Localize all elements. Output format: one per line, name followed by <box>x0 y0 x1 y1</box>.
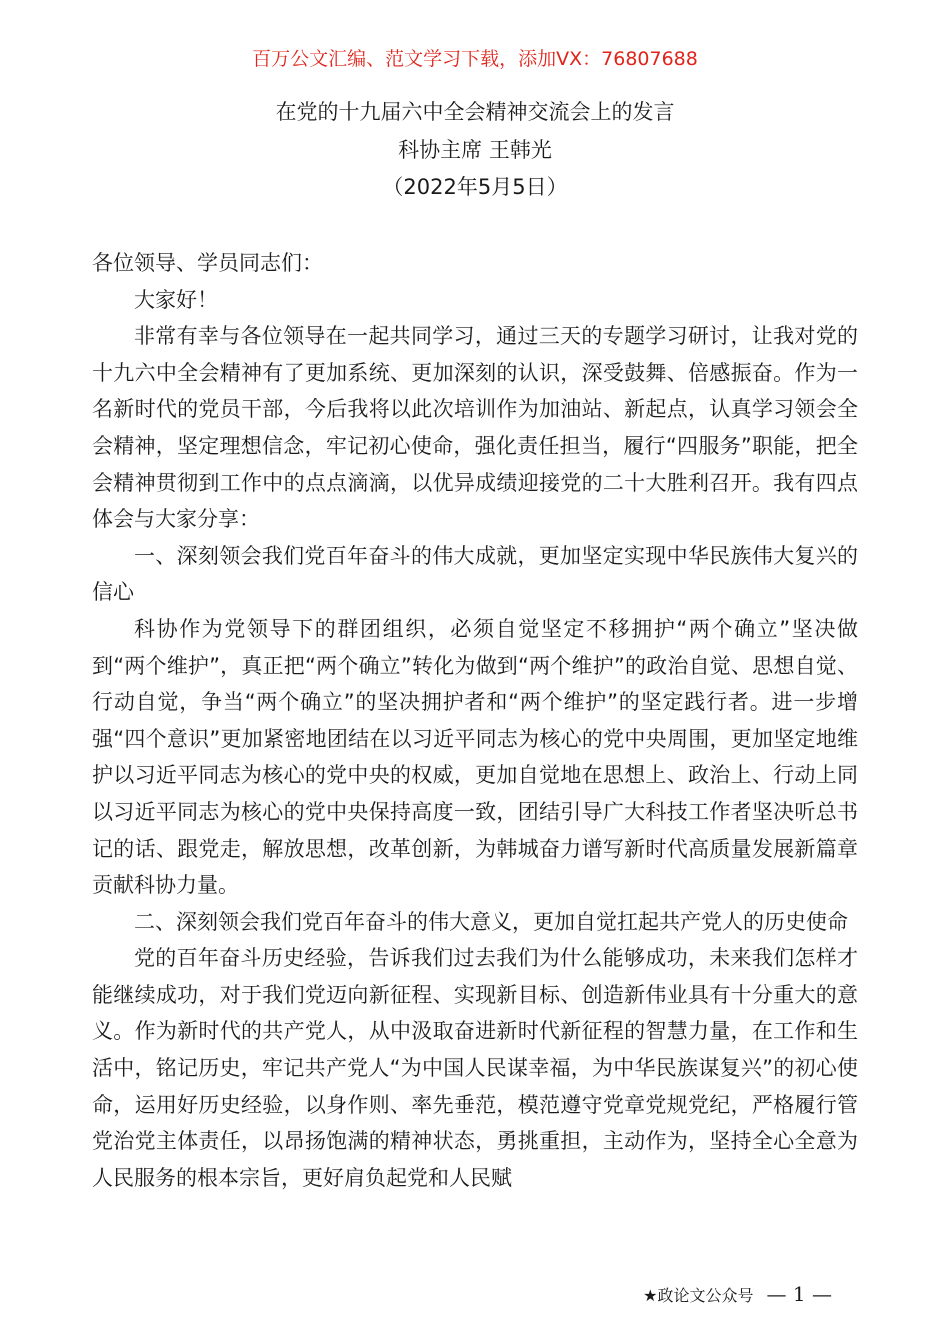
greeting: 大家好！ <box>134 287 218 312</box>
page-number: — 1 — <box>766 1282 832 1306</box>
speech-date: （2022年5月5日） <box>382 175 568 199</box>
section-heading-1: 一、深刻领会我们党百年奋斗的伟大成就，更加坚定实现中华民族伟大复兴的信心 <box>92 543 858 605</box>
paragraph-section-2: 党的百年奋斗历史经验，告诉我们过去我们为什么能够成功，未来我们怎样才能继续成功，对于我们党迈向新征程、实现新目标、创造新伟业具有十分重大的意义。作为新时代的共产党人，从中汲取奋进新时代新征程的智慧力量，在工作和生活中，铭记历史，牢记共产党人“为中国人民谋幸福，为中华民族谋复兴”的初心使命，运用好历史经验，以身作则、率先垂范，模范遵守党章党规党纪，严格履行管党治党主体责任，以昂扬饱满的精神状态，勇挑重担，主动作为，坚持全心全意为人民服务的根本宗旨，更好肩负起党和人民赋 <box>92 946 858 1190</box>
paragraph-intro: 非常有幸与各位领导在一起共同学习，通过三天的专题学习研讨，让我对党的十九六中全会精神有了更加系统、更加深刻的认识，深受鼓舞、倍感振奋。作为一名新时代的党员干部，今后我将以此次培训作为加油站、新起点，认真学习领会全会精神，坚定理想信念，牢记初心使命，强化责任担当，履行“四服务”职能，把全会精神贯彻到工作中的点点滴滴，以优异成绩迎接党的二十大胜利召开。我有四点体会与大家分享： <box>92 324 858 532</box>
paragraph-section-1: 科协作为党领导下的群团组织，必须自觉坚定不移拥护“两个确立”坚决做到“两个维护”，真正把“两个确立”转化为做到“两个维护”的政治自觉、思想自觉、行动自觉，争当“两个确立”的坚决拥护者和“两个维护”的坚定践行者。进一步增强“四个意识”更加紧密地团结在以习近平同志为核心的党中央周围，更加坚定地维护以习近平同志为核心的党中央的权威，更加自觉地在思想上、政治上、行动上同以习近平同志为核心的党中央保持高度一致，团结引导广大科技工作者坚决听总书记的话、跟党走，解放思想，改革创新，为韩城奋力谱写新时代高质量发展新篇章贡献科协力量。 <box>92 616 858 898</box>
section-heading-2: 二、深刻领会我们党百年奋斗的伟大意义，更加自觉扛起共产党人的历史使命 <box>134 909 848 934</box>
salutation: 各位领导、学员同志们： <box>92 251 323 275</box>
page-footer <box>643 1280 832 1310</box>
footer-source: ★政论文公众号 <box>643 1286 754 1305</box>
speech-body <box>92 245 858 1196</box>
speech-title: 在党的十九届六中全会精神交流会上的发言 <box>275 100 675 124</box>
speech-author: 科协主席 王韩光 <box>398 138 552 162</box>
promo-banner: 百万公文汇编、范文学习下载，添加VX：76807688 <box>252 48 698 70</box>
